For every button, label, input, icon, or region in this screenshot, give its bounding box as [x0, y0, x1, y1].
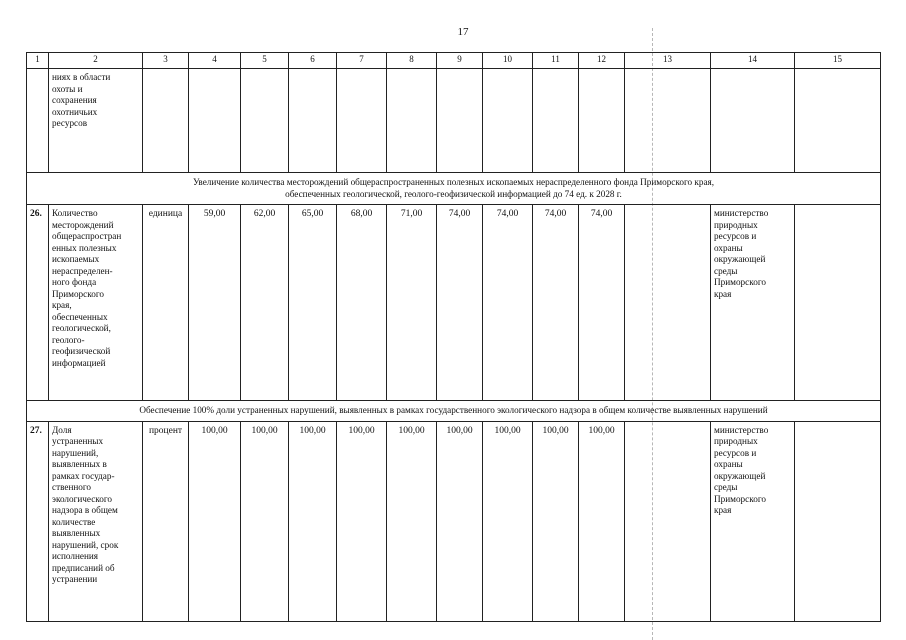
section-heading-text: Увеличение количества месторождений общераспространенных полезных ископаемых нераспределенного фонда Приморского края, обеспеченных геологической, геолого-геофизической информацией до 74 ед. к 2028 г. [192, 177, 715, 199]
value-cell: 71,00 [387, 205, 437, 401]
column-number: 7 [337, 53, 387, 69]
empty-cell [625, 421, 711, 621]
indicator-name-text: Количество месторождений общераспростран енных полезных ископаемых нераспределен- ного фонда Приморского края, обеспеченных геологической, геолого- геофизической информацией [52, 208, 122, 368]
section-heading-row [27, 173, 881, 205]
column-number: 15 [795, 53, 881, 69]
indicator-name-text: ниях в области охоты и сохранения охотничьих ресурсов [52, 72, 111, 128]
unit-cell: единица [143, 205, 189, 401]
empty-cell [795, 205, 881, 401]
section-heading [27, 401, 881, 422]
section-heading [27, 173, 881, 205]
value-cell: 100,00 [241, 421, 289, 621]
value-cell: 74,00 [437, 205, 483, 401]
page-number: 17 [457, 26, 469, 38]
column-number: 8 [387, 53, 437, 69]
responsible-cell [711, 205, 795, 401]
column-number: 14 [711, 53, 795, 69]
value-cell: 59,00 [189, 205, 241, 401]
value-cell: 100,00 [483, 421, 533, 621]
row-index: 26. [27, 205, 49, 401]
section-heading-row [27, 401, 881, 422]
indicator-name [49, 421, 143, 621]
column-number: 4 [189, 53, 241, 69]
table-row [27, 421, 881, 621]
unit-cell: процент [143, 421, 189, 621]
responsible-text: министерство природных ресурсов и охраны окружающей среды Приморского края [714, 208, 769, 299]
value-cell: 68,00 [337, 205, 387, 401]
column-number: 3 [143, 53, 189, 69]
empty-cell [795, 421, 881, 621]
value-cell: 100,00 [533, 421, 579, 621]
value-cell: 74,00 [533, 205, 579, 401]
indicator-name [49, 205, 143, 401]
empty-cell [625, 205, 711, 401]
value-cell: 100,00 [387, 421, 437, 621]
section-heading-text: Обеспечение 100% доли устраненных нарушений, выявленных в рамках государственного экологического надзора в общем количестве выявленных нарушений [139, 405, 768, 415]
column-number-row [27, 53, 881, 69]
indicators-table [26, 52, 881, 622]
column-number: 10 [483, 53, 533, 69]
value-cell: 74,00 [483, 205, 533, 401]
responsible-text: министерство природных ресурсов и охраны окружающей среды Приморского края [714, 424, 769, 515]
column-number: 12 [579, 53, 625, 69]
continuation-row [27, 69, 881, 173]
responsible-cell [711, 421, 795, 621]
column-number: 2 [49, 53, 143, 69]
column-number: 13 [625, 53, 711, 69]
value-cell: 100,00 [289, 421, 337, 621]
value-cell: 100,00 [189, 421, 241, 621]
value-cell: 74,00 [579, 205, 625, 401]
value-cell: 100,00 [337, 421, 387, 621]
column-number: 5 [241, 53, 289, 69]
value-cell: 62,00 [241, 205, 289, 401]
column-number: 1 [27, 53, 49, 69]
value-cell: 100,00 [579, 421, 625, 621]
value-cell: 65,00 [289, 205, 337, 401]
column-number: 6 [289, 53, 337, 69]
column-number: 9 [437, 53, 483, 69]
index-cell [27, 69, 49, 173]
indicator-name [49, 69, 143, 173]
value-cell: 100,00 [437, 421, 483, 621]
indicator-name-text: Доля устраненных нарушений, выявленных в рамках государ- ственного экологического надзора в общем количестве выявленных нарушений, срок исполнения предписаний об устранении [52, 424, 119, 584]
row-index: 27. [27, 421, 49, 621]
column-number: 11 [533, 53, 579, 69]
table-row [27, 205, 881, 401]
